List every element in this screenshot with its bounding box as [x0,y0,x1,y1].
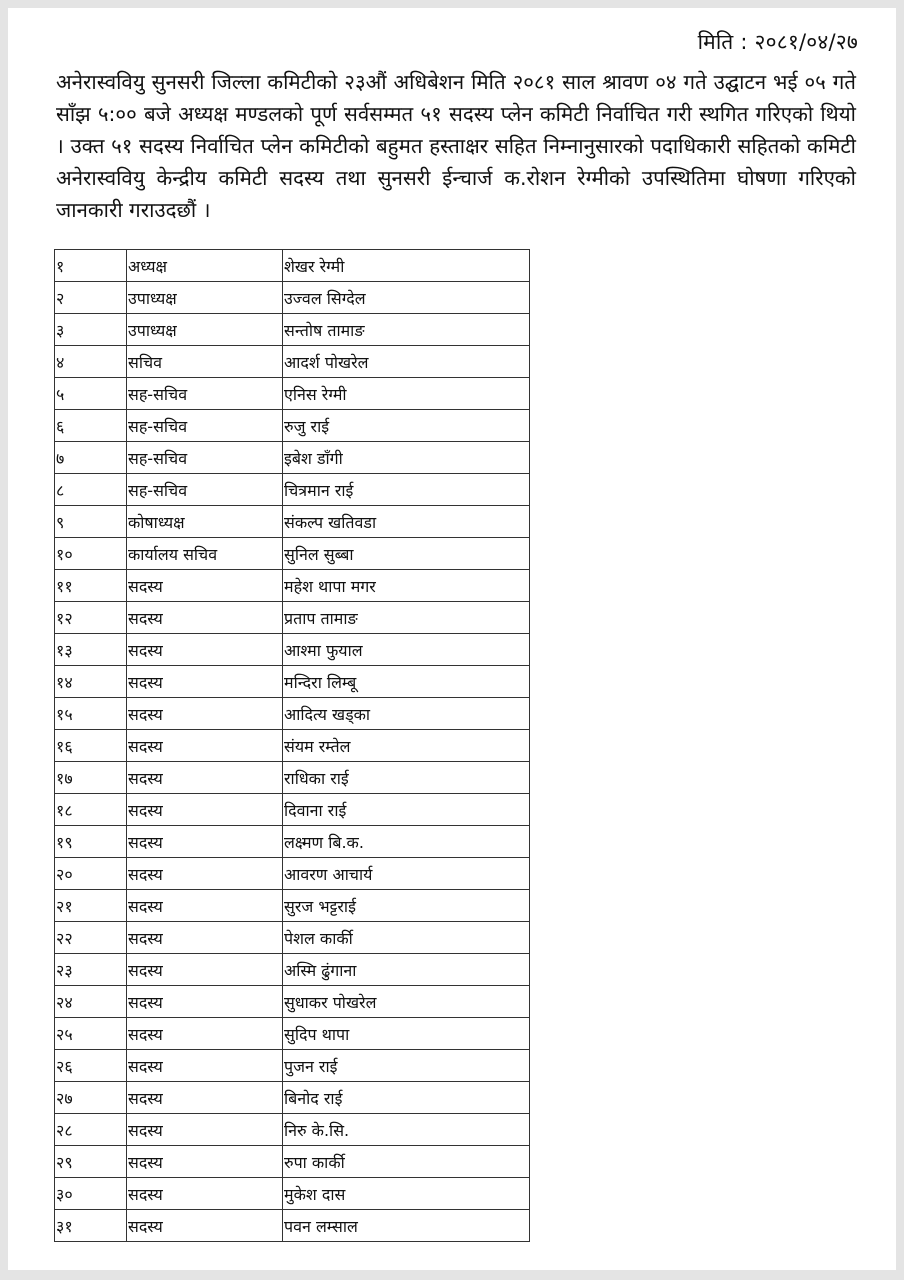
serial-number-cell: १२ [55,602,127,634]
position-cell: उपाध्यक्ष [127,314,283,346]
serial-number-cell: ३० [55,1178,127,1210]
member-name-cell: संयम रम्तेल [283,730,530,762]
member-name-cell: एनिस रेग्मी [283,378,530,410]
serial-number-cell: २८ [55,1114,127,1146]
position-cell: उपाध्यक्ष [127,282,283,314]
members-table [54,249,530,1242]
serial-number-cell: ७ [55,442,127,474]
member-name-cell: सुधाकर पोखरेल [283,986,530,1018]
position-cell: सदस्य [127,922,283,954]
serial-number-cell: १५ [55,698,127,730]
position-cell: सह-सचिव [127,410,283,442]
position-cell: सदस्य [127,1210,283,1242]
position-cell: सदस्य [127,634,283,666]
member-name-cell: राधिका राई [283,762,530,794]
serial-number-cell: १० [55,538,127,570]
serial-number-cell: ६ [55,410,127,442]
table-row [55,1178,530,1210]
serial-number-cell: २४ [55,986,127,1018]
position-cell: सदस्य [127,1114,283,1146]
position-cell: सह-सचिव [127,474,283,506]
position-cell: कार्यालय सचिव [127,538,283,570]
position-cell: सह-सचिव [127,378,283,410]
serial-number-cell: १९ [55,826,127,858]
position-cell: सदस्य [127,986,283,1018]
member-name-cell: उज्वल सिग्देल [283,282,530,314]
position-cell: सदस्य [127,762,283,794]
date-line: मिति : २०८१/०४/२७ [697,30,858,54]
table-row [55,698,530,730]
intro-paragraph: अनेरास्ववियु सुनसरी जिल्ला कमिटीको २३औं अधिबेशन मिति २०८१ साल श्रावण ०४ गते उद्घाटन भई ०५ गते साँझ ५:०० बजे अध्यक्ष मण्डलको पूर्ण सर्वसम्मत ५१ सदस्य प्लेन कमिटी निर्वाचित गरी स्थगित गरिएको थियो । उक्त ५१ सदस्य निर्वाचित प्लेन कमिटीको बहुमत हस्ताक्षर सहित निम्नानुसारको पदाधिकारी सहितको कमिटी अनेरास्ववियु केन्द्रीय कमिटी सदस्य तथा सुनसरी ईन्चार्ज क.रोशन रेग्मीको उपस्थितिमा घोषणा गरिएको जानकारी गराउदछौं । [56,70,856,222]
serial-number-cell: २३ [55,954,127,986]
serial-number-cell: २५ [55,1018,127,1050]
table-row [55,602,530,634]
table-row [55,826,530,858]
serial-number-cell: ११ [55,570,127,602]
table-row [55,1210,530,1242]
table-row [55,474,530,506]
table-row [55,794,530,826]
position-cell: सदस्य [127,1146,283,1178]
position-cell: सदस्य [127,730,283,762]
member-name-cell: महेश थापा मगर [283,570,530,602]
table-row [55,1146,530,1178]
member-name-cell: चित्रमान राई [283,474,530,506]
member-name-cell: निरु के.सि. [283,1114,530,1146]
position-cell: सदस्य [127,954,283,986]
table-row [55,346,530,378]
position-cell: सदस्य [127,1018,283,1050]
member-name-cell: आदर्श पोखरेल [283,346,530,378]
serial-number-cell: ५ [55,378,127,410]
table-row [55,1018,530,1050]
member-name-cell: संकल्प खतिवडा [283,506,530,538]
table-row [55,314,530,346]
position-cell: सचिव [127,346,283,378]
serial-number-cell: २९ [55,1146,127,1178]
serial-number-cell: १४ [55,666,127,698]
table-row [55,922,530,954]
table-row [55,890,530,922]
member-name-cell: सुदिप थापा [283,1018,530,1050]
member-name-cell: शेखर रेग्मी [283,250,530,282]
serial-number-cell: १३ [55,634,127,666]
serial-number-cell: ९ [55,506,127,538]
table-row [55,954,530,986]
member-name-cell: पवन लम्साल [283,1210,530,1242]
members-table-body [55,250,530,1242]
document-page [8,8,896,1270]
serial-number-cell: ८ [55,474,127,506]
member-name-cell: सुरज भट्टराई [283,890,530,922]
member-name-cell: प्रताप तामाङ [283,602,530,634]
serial-number-cell: १७ [55,762,127,794]
member-name-cell: रुपा कार्की [283,1146,530,1178]
serial-number-cell: ३ [55,314,127,346]
serial-number-cell: ३१ [55,1210,127,1242]
position-cell: सदस्य [127,794,283,826]
member-name-cell: पुजन राई [283,1050,530,1082]
member-name-cell: बिनोद राई [283,1082,530,1114]
position-cell: सदस्य [127,1178,283,1210]
member-name-cell: इबेश डाँगी [283,442,530,474]
position-cell: कोषाध्यक्ष [127,506,283,538]
table-row [55,538,530,570]
position-cell: सदस्य [127,890,283,922]
table-row [55,858,530,890]
serial-number-cell: १६ [55,730,127,762]
member-name-cell: मुकेश दास [283,1178,530,1210]
serial-number-cell: ४ [55,346,127,378]
table-row [55,666,530,698]
serial-number-cell: १८ [55,794,127,826]
position-cell: सह-सचिव [127,442,283,474]
table-row [55,762,530,794]
member-name-cell: लक्ष्मण बि.क. [283,826,530,858]
serial-number-cell: २२ [55,922,127,954]
member-name-cell: पेशल कार्की [283,922,530,954]
table-row [55,410,530,442]
position-cell: सदस्य [127,1050,283,1082]
serial-number-cell: २० [55,858,127,890]
table-row [55,378,530,410]
serial-number-cell: २ [55,282,127,314]
position-cell: सदस्य [127,1082,283,1114]
table-row [55,570,530,602]
position-cell: सदस्य [127,666,283,698]
member-name-cell: आश्मा फुयाल [283,634,530,666]
table-row [55,1050,530,1082]
table-row [55,1114,530,1146]
serial-number-cell: २१ [55,890,127,922]
serial-number-cell: २७ [55,1082,127,1114]
table-row [55,506,530,538]
position-cell: सदस्य [127,858,283,890]
member-name-cell: आदित्य खड्का [283,698,530,730]
table-row [55,250,530,282]
table-row [55,1082,530,1114]
member-name-cell: सन्तोष तामाङ [283,314,530,346]
member-name-cell: मन्दिरा लिम्बू [283,666,530,698]
position-cell: सदस्य [127,602,283,634]
position-cell: अध्यक्ष [127,250,283,282]
table-row [55,986,530,1018]
member-name-cell: रुजु राई [283,410,530,442]
member-name-cell: आवरण आचार्य [283,858,530,890]
serial-number-cell: २६ [55,1050,127,1082]
position-cell: सदस्य [127,570,283,602]
member-name-cell: अस्मि ढुंगाना [283,954,530,986]
member-name-cell: दिवाना राई [283,794,530,826]
table-row [55,442,530,474]
position-cell: सदस्य [127,826,283,858]
serial-number-cell: १ [55,250,127,282]
table-row [55,730,530,762]
position-cell: सदस्य [127,698,283,730]
member-name-cell: सुनिल सुब्बा [283,538,530,570]
table-row [55,282,530,314]
table-row [55,634,530,666]
